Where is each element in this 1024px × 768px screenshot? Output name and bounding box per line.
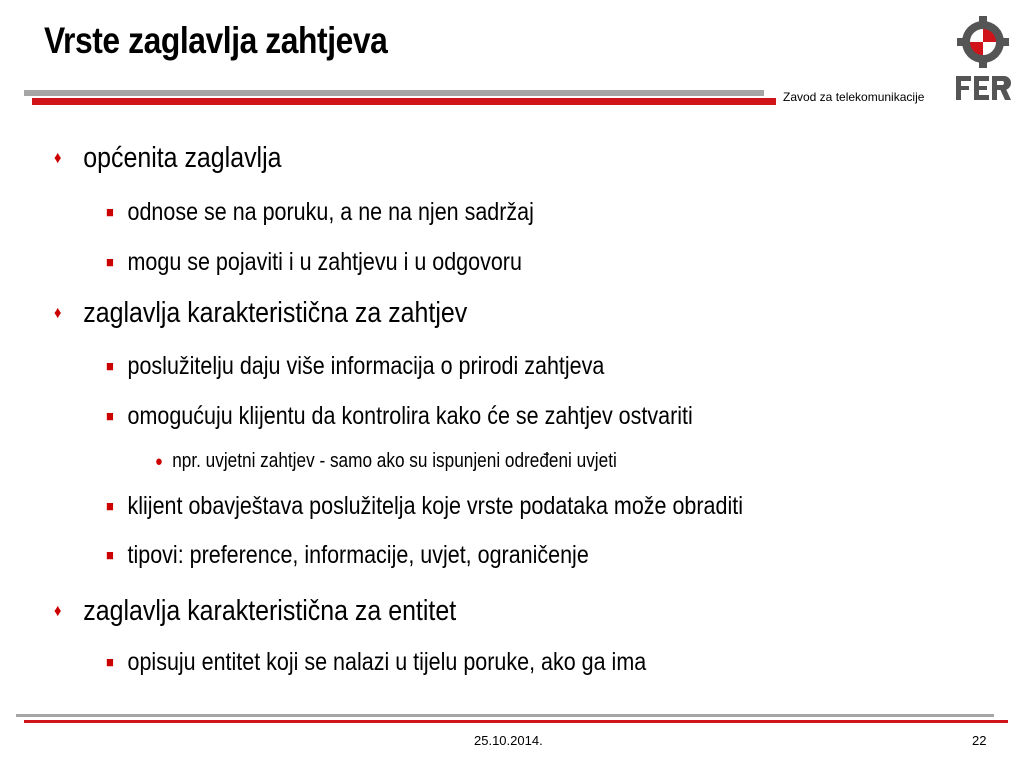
bullet-text: zaglavlja karakteristična za zahtjev [83,297,468,329]
bullet-item [54,595,456,628]
bullet-item [54,297,467,330]
header-divider-red [32,98,776,105]
bullet-item [106,492,743,521]
bullet-text: omogućuju klijentu da kontrolira kako će se zahtjev ostvariti [127,402,693,430]
square-bullet-icon: ■ [106,547,114,564]
diamond-bullet-icon: ♦ [54,148,62,167]
page-number: 22 [972,733,987,748]
footer-divider-gray [16,714,994,717]
square-bullet-icon: ■ [106,358,114,375]
square-bullet-icon: ■ [106,204,114,221]
bullet-text: mogu se pojaviti i u zahtjevu i u odgovoru [127,248,522,276]
square-bullet-icon: ■ [106,498,114,515]
bullet-text: odnose se na poruku, a ne na njen sadržaj [127,198,534,226]
footer-divider-red [24,720,1008,723]
bullet-item [54,142,282,175]
bullet-item [106,352,604,381]
circle-bullet-icon: ● [155,453,163,470]
footer-date: 25.10.2014. [474,733,543,748]
bullet-text: opisuju entitet koji se nalazi u tijelu poruke, ako ga ima [127,648,647,676]
bullet-item [106,648,646,677]
bullet-text: tipovi: preference, informacije, uvjet, ograničenje [127,541,589,569]
diamond-bullet-icon: ♦ [54,303,62,322]
header-divider-gray [24,90,764,96]
fer-logo [952,12,1014,104]
bullet-text: klijent obavještava poslužitelja koje vrste podataka može obraditi [127,492,743,520]
bullet-item [106,541,589,570]
bullet-item [106,248,522,277]
bullet-text: općenita zaglavlja [83,142,282,174]
square-bullet-icon: ■ [106,654,114,671]
fer-wordmark [956,76,1011,100]
bullet-item [106,198,534,227]
bullet-text: zaglavlja karakteristična za entitet [83,595,457,627]
bullet-item [106,402,693,431]
bullet-item [155,450,617,473]
square-bullet-icon: ■ [106,254,114,271]
institute-name: Zavod za telekomunikacije [783,90,925,104]
diamond-bullet-icon: ♦ [54,601,62,620]
slide-title: Vrste zaglavlja zahtjeva [44,20,388,61]
gear-icon [957,16,1009,68]
square-bullet-icon: ■ [106,408,114,425]
bullet-text: npr. uvjetni zahtjev - samo ako su ispunjeni određeni uvjeti [172,450,617,472]
bullet-text: poslužitelju daju više informacija o prirodi zahtjeva [127,352,605,380]
